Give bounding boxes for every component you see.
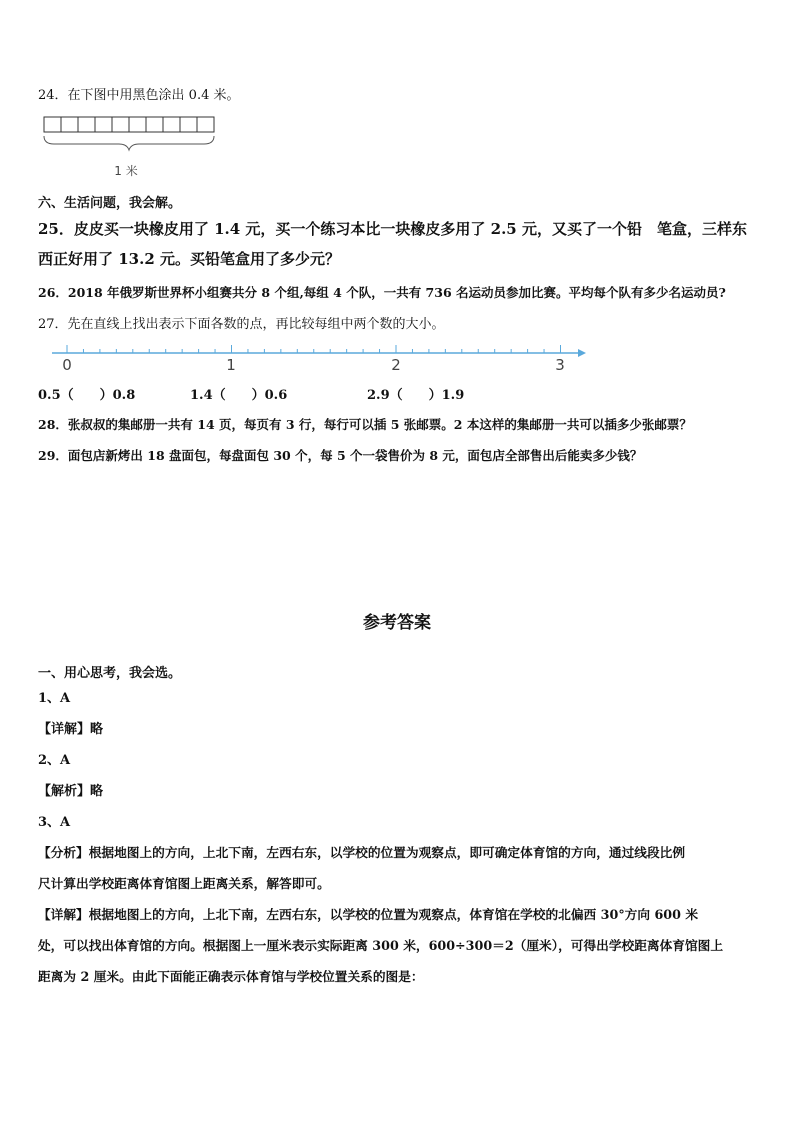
meter-strip	[44, 117, 214, 132]
answer-1-detail: 【详解】略	[38, 722, 104, 737]
answer-3-detail-3: 距离为 2 厘米。由此下面能正确表示体育馆与学校位置关系的图是：	[38, 969, 424, 984]
arrow-head-icon	[578, 349, 586, 357]
question-27: 27．先在直线上找出表示下面各数的点，再比较每组中两个数的大小。	[38, 317, 445, 332]
tick-label-1: 1	[226, 356, 236, 374]
comparison-2: 1.4（ ）0.6	[190, 388, 288, 403]
answers-section-1: 一、用心思考，我会选。	[38, 666, 182, 681]
question-26: 26．2018 年俄罗斯世界杯小组赛共分 8 个组,每组 4 个队，一共有 736 名运动员参加比赛。平均每个队有多少名运动员?	[38, 285, 726, 300]
question-28: 28．张叔叔的集邮册一共有 14 页，每页有 3 行，每行可以插 5 张邮票。2 本这样的集邮册一共可以插多少张邮票？	[38, 417, 692, 432]
comparison-3: 2.9（ ）1.9	[367, 388, 465, 403]
answer-3: 3、A	[38, 815, 71, 830]
section-6-heading: 六、生活问题，我会解。	[38, 196, 182, 211]
answer-3-detail-2: 处，可以找出体育馆的方向。根据图上一厘米表示实际距离 300 米，600÷300＝2（厘米），可得出学校距离体育馆图上	[38, 938, 724, 953]
answer-2: 2、A	[38, 753, 71, 768]
answer-3-analysis-1: 【分析】根据地图上的方向，上北下南，左西右东，以学校的位置为观察点，即可确定体育馆的方向，通过线段比例	[38, 845, 686, 860]
comparison-1: 0.5（ ）0.8	[38, 388, 136, 403]
answer-1: 1、A	[38, 691, 71, 706]
answers-title: 参考答案	[363, 613, 431, 633]
question-29: 29．面包店新烤出 18 盘面包，每盘面包 30 个，每 5 个一袋售价为 8 元，面包店全部售出后能卖多少钱？	[38, 448, 643, 463]
question-24: 24．在下图中用黑色涂出 0.4 米。	[38, 88, 240, 103]
brace	[44, 136, 214, 150]
answer-3-analysis-2: 尺计算出学校距离体育馆图上距离关系，解答即可。	[38, 876, 330, 891]
question-25-line2: 西正好用了 13.2 元。买铅笔盒用了多少元？	[38, 250, 340, 268]
answer-2-detail: 【解析】略	[38, 784, 104, 799]
scale-label: 1 米	[114, 164, 138, 178]
number-line	[0, 340, 794, 380]
answer-3-detail-1: 【详解】根据地图上的方向，上北下南，左西右东，以学校的位置为观察点，体育馆在学校的北偏西 30°方向 600 米	[38, 907, 699, 922]
tick-label-3: 3	[555, 356, 565, 374]
tick-label-2: 2	[391, 356, 401, 374]
tick-label-0: 0	[62, 356, 72, 374]
meter-strip-diagram	[0, 112, 794, 182]
question-25-line1: 25．皮皮买一块橡皮用了 1.4 元，买一个练习本比一块橡皮多用了 2.5 元，又买了一个铅 笔盒，三样东	[38, 220, 747, 238]
